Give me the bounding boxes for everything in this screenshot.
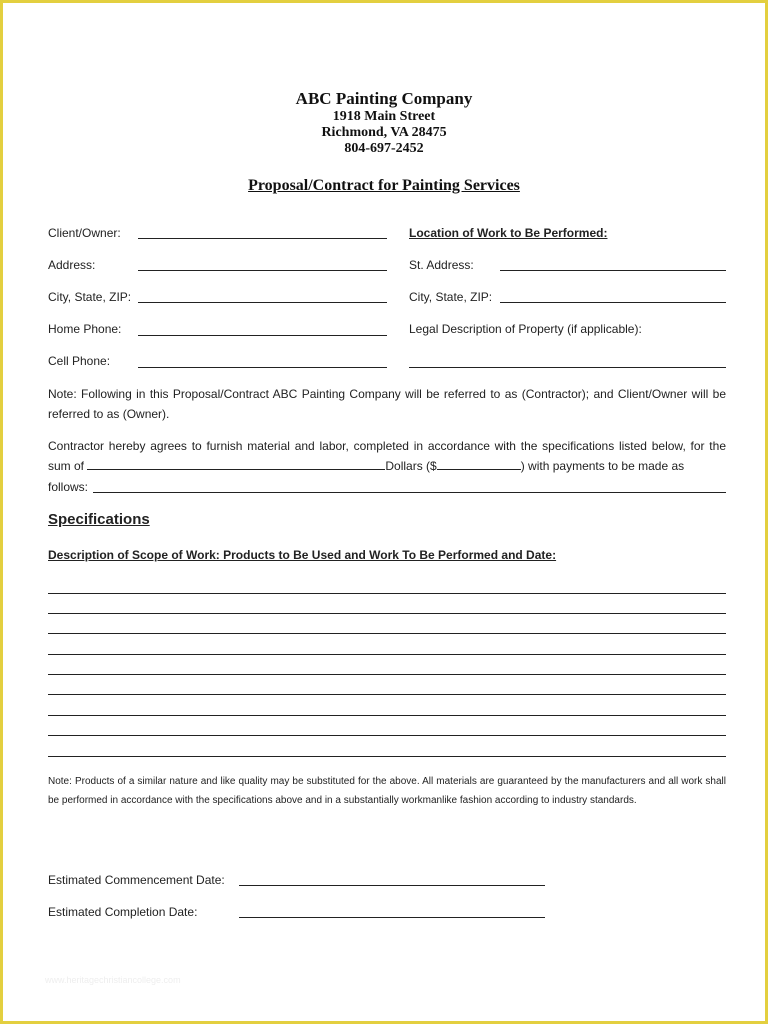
commencement-date-label: Estimated Commencement Date: (48, 873, 225, 887)
client-address-label: Address: (48, 258, 96, 272)
scope-line[interactable] (48, 593, 726, 594)
scope-line[interactable] (48, 694, 726, 695)
company-street: 1918 Main Street (332, 109, 436, 124)
client-city-label: City, State, ZIP: (48, 290, 132, 304)
home-phone-field[interactable] (138, 335, 387, 336)
scope-line[interactable] (48, 654, 726, 655)
sum-amount-field[interactable] (437, 457, 521, 470)
follows-label: follows: (48, 480, 89, 494)
client-address-field[interactable] (138, 270, 387, 271)
agreement-text-2: Dollars ($ (385, 459, 437, 473)
sum-words-field[interactable] (87, 457, 385, 470)
scope-line[interactable] (48, 735, 726, 736)
contractor-owner-note: Note: Following in this Proposal/Contract ABC Painting Company will be referred to as (Contractor); and Client/Owner will be referred to as (Owner). (48, 387, 726, 421)
completion-date-field[interactable] (239, 917, 545, 918)
client-owner-field[interactable] (138, 238, 387, 239)
client-city-field[interactable] (138, 302, 387, 303)
company-phone: 804-697-2452 (344, 141, 424, 156)
agreement-text-1: Contractor hereby agrees to furnish material and labor, completed in accordance with the specifications listed below, for the sum of (48, 439, 726, 473)
scope-heading: Description of Scope of Work: Products to Be Used and Work To Be Performed and Date: (48, 548, 557, 562)
watermark: www.heritagechristiancollege.com (45, 975, 181, 985)
materials-note: Note: Products of a similar nature and like quality may be substituted for the above. All materials are guaranteed by the manufacturers and all work shall be performed in accordance with the specifications above and in a substantially workmanlike fashion according to industry standards. (48, 776, 726, 806)
company-name: ABC Painting Company (295, 89, 473, 108)
agreement-paragraph (48, 436, 726, 476)
cell-phone-label: Cell Phone: (48, 354, 111, 368)
agreement-text-3: ) with payments to be made as (520, 459, 685, 473)
scope-line[interactable] (48, 613, 726, 614)
scope-line[interactable] (48, 756, 726, 757)
document-title: Proposal/Contract for Painting Services (248, 177, 520, 194)
scope-line[interactable] (48, 674, 726, 675)
legal-description-field[interactable] (409, 367, 726, 368)
scope-line[interactable] (48, 715, 726, 716)
commencement-date-field[interactable] (239, 885, 545, 886)
home-phone-label: Home Phone: (48, 322, 122, 336)
location-street-label: St. Address: (409, 258, 474, 272)
completion-date-label: Estimated Completion Date: (48, 905, 198, 919)
location-heading: Location of Work to Be Performed: (409, 226, 608, 240)
legal-description-label: Legal Description of Property (if applicable): (409, 322, 642, 336)
specifications-heading: Specifications (48, 511, 150, 528)
location-street-field[interactable] (500, 270, 726, 271)
scope-line[interactable] (48, 633, 726, 634)
payment-terms-field[interactable] (93, 492, 726, 493)
location-city-field[interactable] (500, 302, 726, 303)
company-city: Richmond, VA 28475 (321, 125, 447, 140)
cell-phone-field[interactable] (138, 367, 387, 368)
client-owner-label: Client/Owner: (48, 226, 121, 240)
location-city-label: City, State, ZIP: (409, 290, 493, 304)
